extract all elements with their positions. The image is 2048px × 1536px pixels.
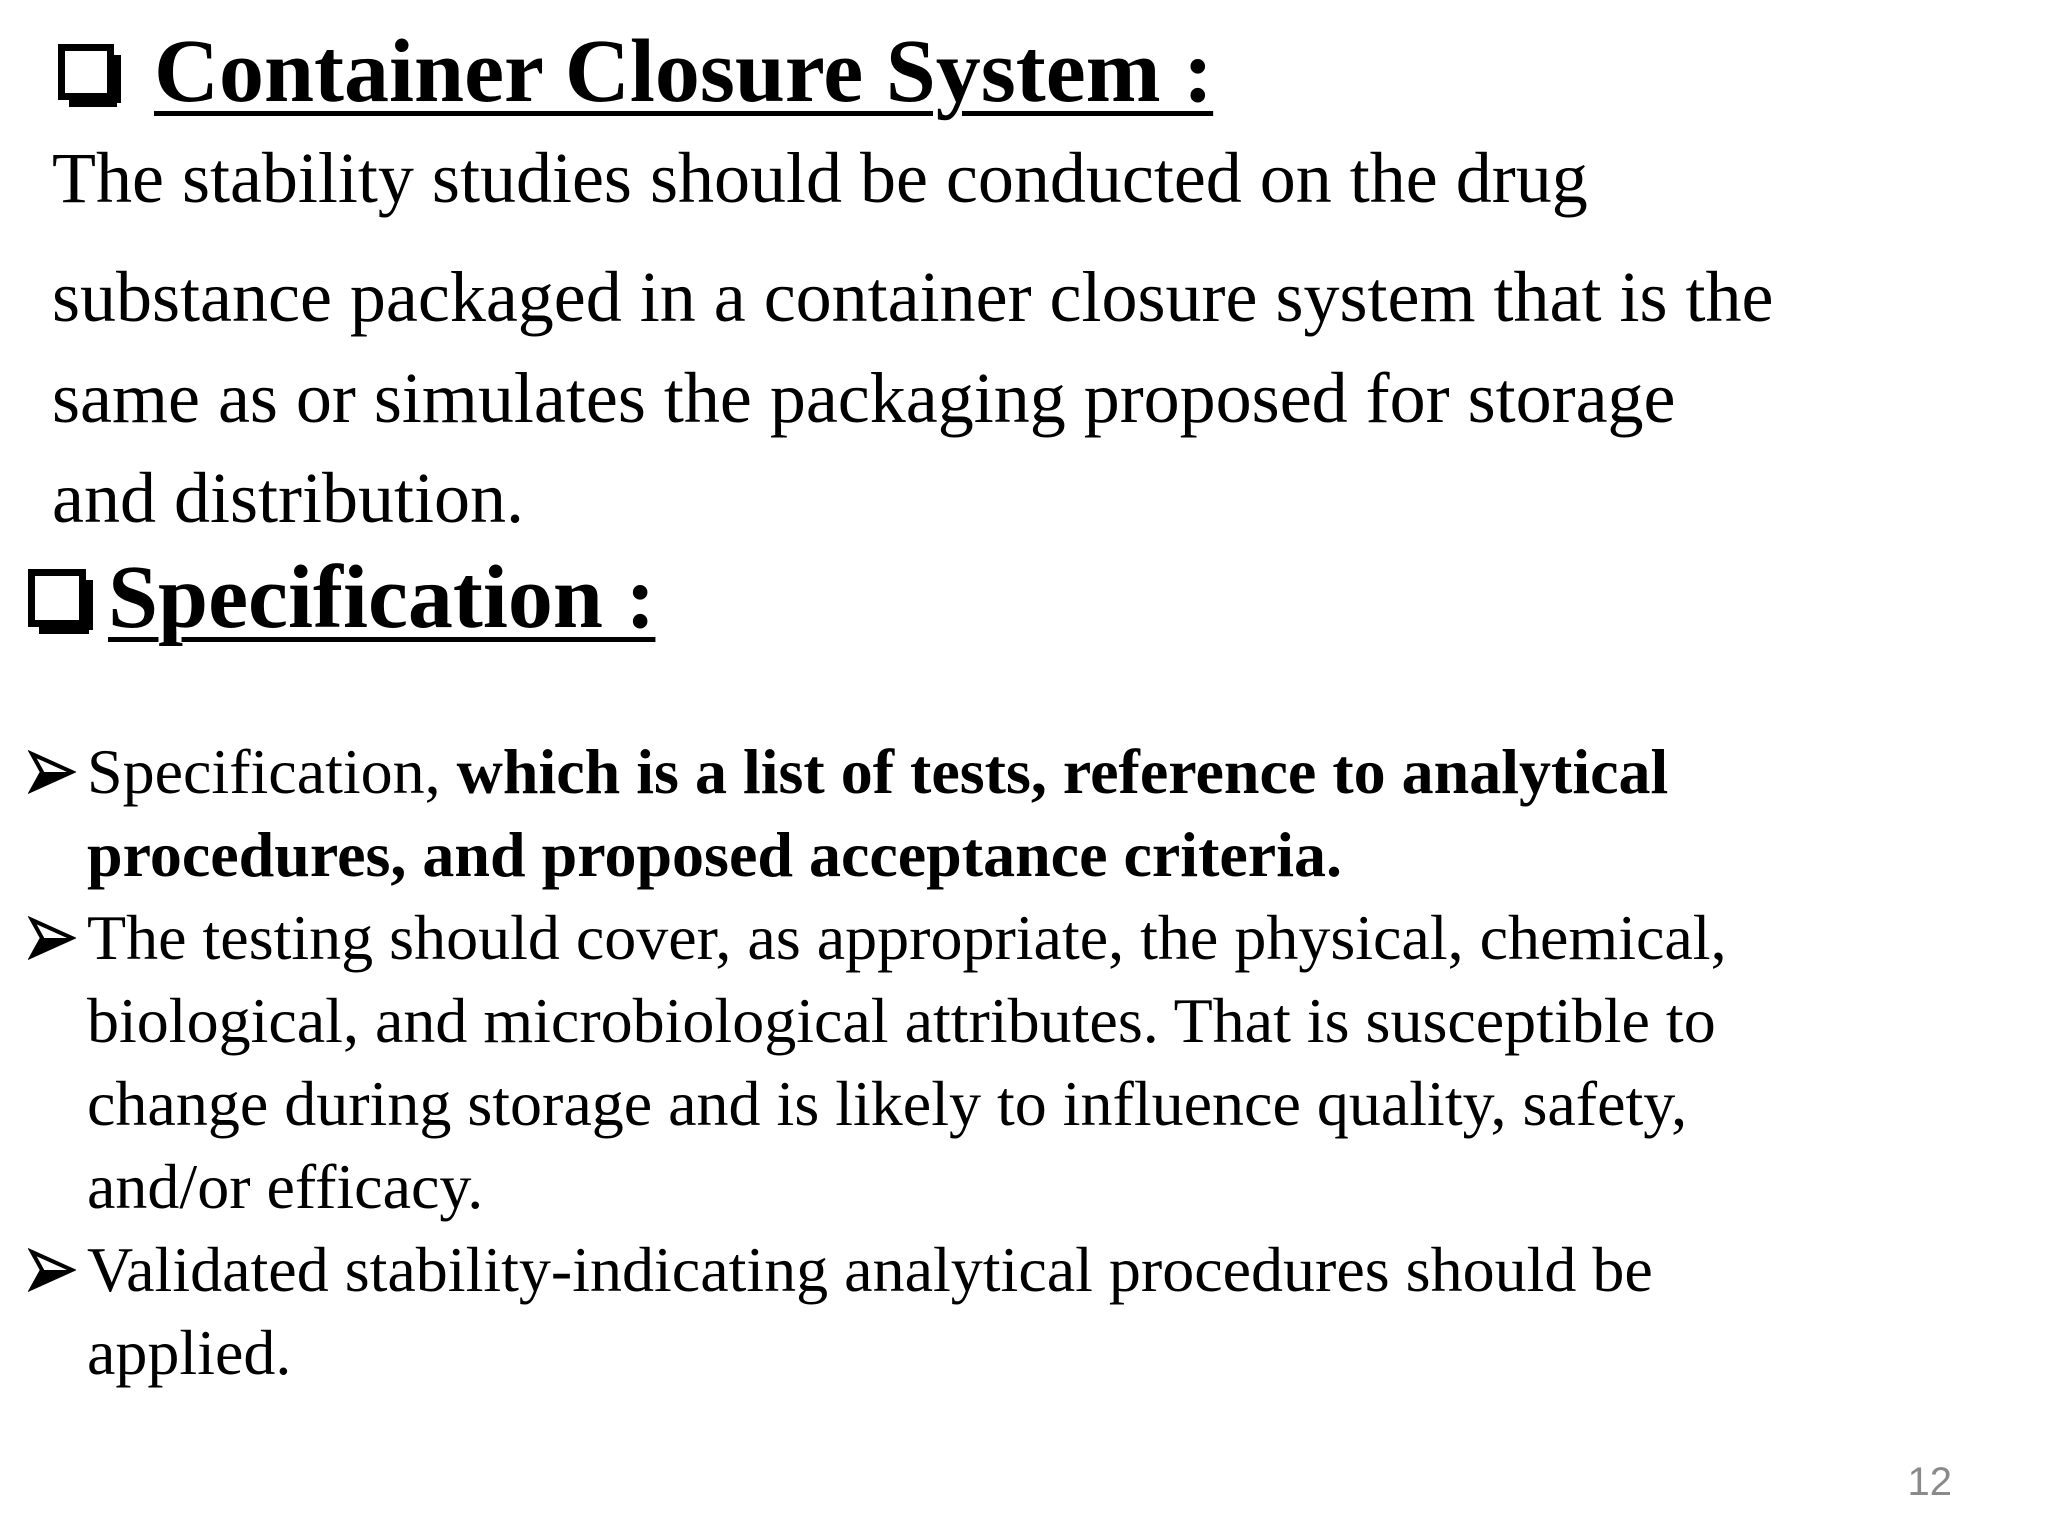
bullet-line: Validated stability-indicating analytical procedures should be [87,1234,1653,1305]
list-item [22,896,2012,1228]
heading-title: Specification : [108,548,656,647]
list-item [22,1228,2012,1394]
heading-title: Container Closure System : [154,22,1214,121]
arrow-bullet-icon [28,748,76,796]
arrow-bullet-icon [28,914,76,962]
section-heading-specification [28,548,655,648]
bullet-line [87,730,2012,813]
bullet-line: and/or efficacy. [87,1151,484,1222]
section-heading-container-closure [58,22,1213,122]
bullet-line: applied. [87,1317,292,1388]
container-closure-paragraph [52,128,2012,548]
bullet-text-bold: which is a list of tests, reference to analytical [456,736,1669,807]
bullet-line: change during storage and is likely to influence quality, safety, [87,1068,1688,1139]
bullet-line: biological, and microbiological attributes. That is susceptible to [87,985,1716,1056]
bullet-line: procedures, and proposed acceptance criteria. [87,819,1342,890]
bullet-line: The testing should cover, as appropriate, the physical, chemical, [87,902,1727,973]
checkbox-icon [58,44,114,100]
bullet-text-plain: Specification, [87,736,457,807]
paragraph-line: same as or simulates the packaging proposed for storage [52,358,1676,438]
specification-bullet-list [22,730,2012,1394]
paragraph-line: substance packaged in a container closure system that is the [52,257,1774,337]
checkbox-icon [28,569,86,627]
page-number: 12 [1907,1460,1952,1504]
arrow-bullet-icon [28,1246,76,1294]
paragraph-line: and distribution. [52,458,524,538]
paragraph-line: The stability studies should be conducted on the drug [52,138,1588,218]
list-item [22,730,2012,896]
